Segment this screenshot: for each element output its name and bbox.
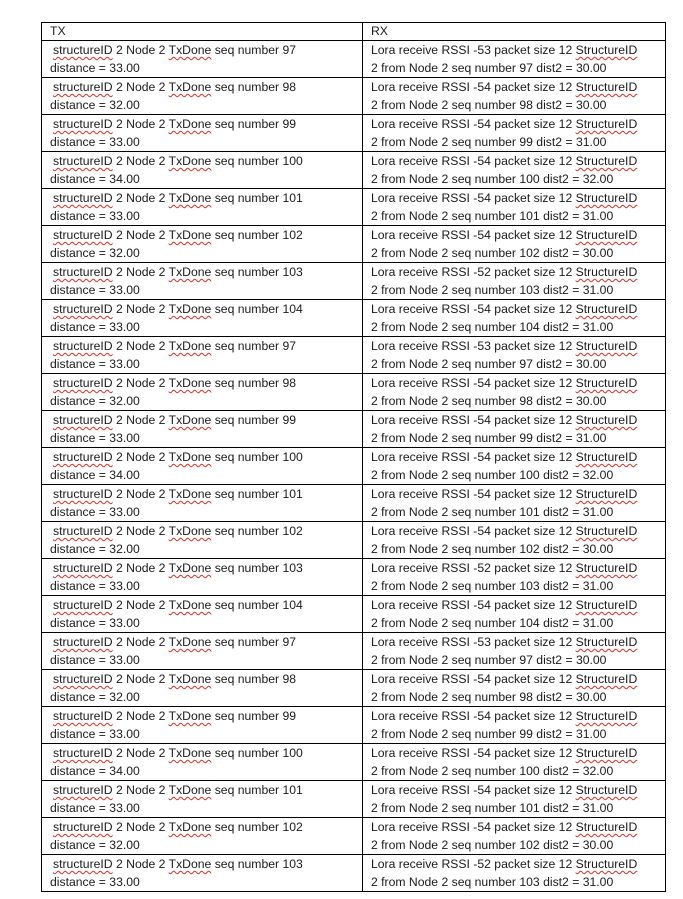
tx-line-2: distance = 33.00 (50, 505, 140, 519)
table-row (42, 855, 666, 892)
rx-seq-number: 104 (519, 616, 540, 630)
tx-line-2: distance = 32.00 (50, 98, 140, 112)
rx-rssi: -54 (473, 191, 491, 205)
rx-line-2: 2 from Node 2 seq number 104 dist2 = 31.00 (371, 320, 614, 334)
tx-cell (42, 485, 363, 522)
tx-line-1: structureID 2 Node 2 TxDone seq number 98 (53, 80, 297, 94)
tx-cell (42, 448, 363, 485)
table-row (42, 337, 666, 374)
rx-rssi: -52 (473, 561, 491, 575)
rx-seq-number: 102 (519, 246, 540, 260)
rx-distance: 32.00 (582, 172, 614, 186)
rx-distance: 32.00 (582, 764, 614, 778)
tx-line-2: distance = 32.00 (50, 394, 140, 408)
rx-cell (363, 670, 666, 707)
tx-line-2: distance = 32.00 (50, 838, 140, 852)
rx-cell (363, 374, 666, 411)
rx-rssi: -54 (473, 413, 491, 427)
rx-rssi: -54 (473, 487, 491, 501)
tx-distance: 32.00 (109, 690, 140, 704)
table-row (42, 263, 666, 300)
table-row (42, 707, 666, 744)
rx-distance: 31.00 (582, 283, 614, 297)
tx-distance: 33.00 (109, 431, 140, 445)
tx-seq-number: 103 (282, 561, 303, 575)
rx-seq-number: 97 (519, 653, 533, 667)
rx-seq-number: 98 (519, 690, 533, 704)
rx-column-header: RX (363, 23, 666, 41)
rx-cell (363, 448, 666, 485)
table-row (42, 559, 666, 596)
table-row (42, 670, 666, 707)
rx-seq-number: 101 (519, 505, 540, 519)
rx-line-1: Lora receive RSSI -54 packet size 12 StructureID (371, 450, 638, 464)
rx-cell (363, 485, 666, 522)
tx-line-1: structureID 2 Node 2 TxDone seq number 101 (53, 487, 303, 501)
rx-seq-number: 102 (519, 542, 540, 556)
rx-seq-number: 100 (519, 172, 540, 186)
tx-line-2: distance = 34.00 (50, 764, 140, 778)
table-row (42, 78, 666, 115)
tx-seq-number: 98 (282, 376, 297, 390)
rx-rssi: -54 (473, 746, 491, 760)
rx-line-1: Lora receive RSSI -54 packet size 12 StructureID (371, 524, 638, 538)
table-row (42, 189, 666, 226)
rx-line-1: Lora receive RSSI -52 packet size 12 StructureID (371, 561, 638, 575)
rx-line-2: 2 from Node 2 seq number 101 dist2 = 31.00 (371, 505, 614, 519)
tx-cell (42, 300, 363, 337)
rx-distance: 31.00 (582, 579, 614, 593)
rx-seq-number: 103 (519, 579, 540, 593)
tx-seq-number: 103 (282, 265, 303, 279)
tx-cell (42, 226, 363, 263)
table-row (42, 633, 666, 670)
tx-cell (42, 152, 363, 189)
tx-seq-number: 101 (282, 487, 303, 501)
rx-rssi: -53 (473, 43, 491, 57)
tx-line-2: distance = 33.00 (50, 357, 140, 371)
tx-line-2: distance = 33.00 (50, 61, 140, 75)
table-row (42, 226, 666, 263)
rx-seq-number: 99 (519, 431, 533, 445)
tx-seq-number: 97 (282, 339, 297, 353)
tx-cell (42, 596, 363, 633)
tx-line-2: distance = 33.00 (50, 135, 140, 149)
tx-rx-log-table (41, 22, 666, 892)
table-row (42, 522, 666, 559)
rx-line-2: 2 from Node 2 seq number 100 dist2 = 32.00 (371, 468, 614, 482)
tx-line-2: distance = 33.00 (50, 320, 140, 334)
rx-line-1: Lora receive RSSI -54 packet size 12 StructureID (371, 672, 638, 686)
rx-cell (363, 226, 666, 263)
rx-line-1: Lora receive RSSI -54 packet size 12 StructureID (371, 228, 638, 242)
tx-seq-number: 103 (282, 857, 303, 871)
tx-seq-number: 98 (282, 672, 297, 686)
tx-distance: 33.00 (109, 320, 140, 334)
table-row (42, 115, 666, 152)
rx-cell (363, 300, 666, 337)
rx-line-1: Lora receive RSSI -52 packet size 12 StructureID (371, 857, 638, 871)
tx-line-1: structureID 2 Node 2 TxDone seq number 102 (53, 820, 303, 834)
tx-cell (42, 78, 363, 115)
tx-line-1: structureID 2 Node 2 TxDone seq number 102 (53, 228, 303, 242)
tx-line-2: distance = 32.00 (50, 246, 140, 260)
rx-cell (363, 818, 666, 855)
rx-rssi: -54 (473, 672, 491, 686)
rx-cell (363, 41, 666, 78)
rx-distance: 30.00 (575, 357, 607, 371)
rx-cell (363, 522, 666, 559)
rx-rssi: -54 (473, 376, 491, 390)
tx-cell (42, 633, 363, 670)
rx-rssi: -54 (473, 450, 491, 464)
tx-distance: 33.00 (109, 505, 140, 519)
rx-line-2: 2 from Node 2 seq number 99 dist2 = 31.00 (371, 135, 607, 149)
tx-cell (42, 559, 363, 596)
rx-rssi: -54 (473, 302, 491, 316)
tx-cell (42, 189, 363, 226)
rx-rssi: -54 (473, 598, 491, 612)
tx-line-1: structureID 2 Node 2 TxDone seq number 104 (53, 302, 303, 316)
tx-distance: 33.00 (109, 727, 140, 741)
rx-line-1: Lora receive RSSI -54 packet size 12 StructureID (371, 746, 638, 760)
rx-cell (363, 855, 666, 892)
rx-line-2: 2 from Node 2 seq number 102 dist2 = 30.00 (371, 838, 614, 852)
tx-seq-number: 99 (282, 117, 297, 131)
tx-seq-number: 97 (282, 43, 297, 57)
tx-distance: 32.00 (109, 246, 140, 260)
rx-rssi: -54 (473, 154, 491, 168)
rx-seq-number: 100 (519, 764, 540, 778)
rx-cell (363, 633, 666, 670)
rx-line-1: Lora receive RSSI -54 packet size 12 StructureID (371, 820, 638, 834)
tx-seq-number: 97 (282, 635, 297, 649)
rx-line-1: Lora receive RSSI -53 packet size 12 StructureID (371, 635, 638, 649)
rx-line-1: Lora receive RSSI -54 packet size 12 StructureID (371, 302, 638, 316)
rx-distance: 30.00 (575, 61, 607, 75)
table-row (42, 411, 666, 448)
rx-line-2: 2 from Node 2 seq number 97 dist2 = 30.00 (371, 357, 607, 371)
tx-distance: 33.00 (109, 616, 140, 630)
rx-cell (363, 115, 666, 152)
tx-cell (42, 263, 363, 300)
tx-cell (42, 374, 363, 411)
tx-seq-number: 104 (282, 598, 303, 612)
rx-rssi: -54 (473, 524, 491, 538)
rx-rssi: -52 (473, 265, 491, 279)
rx-seq-number: 97 (519, 357, 533, 371)
rx-line-1: Lora receive RSSI -54 packet size 12 StructureID (371, 709, 638, 723)
rx-line-2: 2 from Node 2 seq number 103 dist2 = 31.00 (371, 579, 614, 593)
tx-distance: 34.00 (109, 764, 140, 778)
tx-cell (42, 707, 363, 744)
tx-line-1: structureID 2 Node 2 TxDone seq number 98 (53, 672, 297, 686)
tx-line-1: structureID 2 Node 2 TxDone seq number 101 (53, 783, 303, 797)
tx-seq-number: 100 (282, 450, 303, 464)
rx-cell (363, 559, 666, 596)
rx-distance: 31.00 (575, 135, 607, 149)
tx-seq-number: 102 (282, 820, 303, 834)
tx-line-1: structureID 2 Node 2 TxDone seq number 100 (53, 154, 303, 168)
table-row (42, 41, 666, 78)
rx-seq-number: 97 (519, 61, 533, 75)
rx-line-2: 2 from Node 2 seq number 101 dist2 = 31.00 (371, 209, 614, 223)
tx-line-2: distance = 33.00 (50, 579, 140, 593)
tx-line-2: distance = 32.00 (50, 542, 140, 556)
tx-distance: 33.00 (109, 283, 140, 297)
table-body (42, 23, 666, 892)
rx-distance: 30.00 (582, 838, 614, 852)
tx-distance: 33.00 (109, 579, 140, 593)
rx-line-2: 2 from Node 2 seq number 98 dist2 = 30.00 (371, 394, 607, 408)
rx-seq-number: 99 (519, 135, 533, 149)
tx-line-2: distance = 33.00 (50, 209, 140, 223)
rx-distance: 31.00 (575, 431, 607, 445)
tx-line-2: distance = 33.00 (50, 616, 140, 630)
tx-cell (42, 744, 363, 781)
rx-distance: 30.00 (575, 98, 607, 112)
tx-distance: 33.00 (109, 801, 140, 815)
tx-line-2: distance = 33.00 (50, 801, 140, 815)
tx-line-1: structureID 2 Node 2 TxDone seq number 103 (53, 561, 303, 575)
tx-line-2: distance = 33.00 (50, 875, 140, 889)
header-row (42, 23, 666, 41)
rx-line-2: 2 from Node 2 seq number 100 dist2 = 32.00 (371, 764, 614, 778)
tx-distance: 34.00 (109, 172, 140, 186)
rx-line-1: Lora receive RSSI -54 packet size 12 StructureID (371, 598, 638, 612)
tx-distance: 33.00 (109, 653, 140, 667)
rx-rssi: -54 (473, 783, 491, 797)
rx-rssi: -54 (473, 820, 491, 834)
rx-line-1: Lora receive RSSI -53 packet size 12 StructureID (371, 43, 638, 57)
tx-seq-number: 101 (282, 191, 303, 205)
rx-seq-number: 103 (519, 875, 540, 889)
tx-distance: 33.00 (109, 357, 140, 371)
rx-line-2: 2 from Node 2 seq number 103 dist2 = 31.00 (371, 875, 614, 889)
tx-cell (42, 337, 363, 374)
tx-distance: 33.00 (109, 135, 140, 149)
rx-line-2: 2 from Node 2 seq number 100 dist2 = 32.00 (371, 172, 614, 186)
rx-seq-number: 102 (519, 838, 540, 852)
tx-line-2: distance = 34.00 (50, 468, 140, 482)
tx-line-1: structureID 2 Node 2 TxDone seq number 100 (53, 450, 303, 464)
rx-line-2: 2 from Node 2 seq number 99 dist2 = 31.00 (371, 431, 607, 445)
rx-cell (363, 781, 666, 818)
rx-distance: 31.00 (582, 320, 614, 334)
table-row (42, 744, 666, 781)
rx-line-2: 2 from Node 2 seq number 103 dist2 = 31.00 (371, 283, 614, 297)
rx-distance: 30.00 (582, 542, 614, 556)
table-row (42, 781, 666, 818)
rx-line-1: Lora receive RSSI -54 packet size 12 StructureID (371, 783, 638, 797)
table-row (42, 374, 666, 411)
rx-line-1: Lora receive RSSI -53 packet size 12 StructureID (371, 339, 638, 353)
rx-distance: 31.00 (582, 209, 614, 223)
rx-line-1: Lora receive RSSI -54 packet size 12 StructureID (371, 487, 638, 501)
tx-line-1: structureID 2 Node 2 TxDone seq number 99 (53, 709, 297, 723)
rx-rssi: -52 (473, 857, 491, 871)
tx-seq-number: 99 (282, 709, 297, 723)
rx-line-2: 2 from Node 2 seq number 101 dist2 = 31.00 (371, 801, 614, 815)
rx-distance: 30.00 (575, 394, 607, 408)
rx-seq-number: 104 (519, 320, 540, 334)
rx-line-1: Lora receive RSSI -54 packet size 12 StructureID (371, 117, 638, 131)
rx-line-1: Lora receive RSSI -54 packet size 12 StructureID (371, 154, 638, 168)
tx-line-1: structureID 2 Node 2 TxDone seq number 97 (53, 635, 297, 649)
rx-rssi: -54 (473, 117, 491, 131)
rx-distance: 31.00 (582, 616, 614, 630)
rx-seq-number: 100 (519, 468, 540, 482)
rx-distance: 31.00 (582, 505, 614, 519)
tx-seq-number: 98 (282, 80, 297, 94)
tx-line-1: structureID 2 Node 2 TxDone seq number 98 (53, 376, 297, 390)
table-row (42, 300, 666, 337)
rx-line-2: 2 from Node 2 seq number 102 dist2 = 30.00 (371, 246, 614, 260)
rx-distance: 31.00 (582, 875, 614, 889)
tx-distance: 33.00 (109, 875, 140, 889)
tx-column-header: TX (42, 23, 363, 41)
tx-distance: 32.00 (109, 542, 140, 556)
rx-rssi: -54 (473, 228, 491, 242)
tx-line-1: structureID 2 Node 2 TxDone seq number 102 (53, 524, 303, 538)
rx-cell (363, 78, 666, 115)
rx-line-2: 2 from Node 2 seq number 98 dist2 = 30.00 (371, 98, 607, 112)
rx-seq-number: 98 (519, 98, 533, 112)
rx-line-2: 2 from Node 2 seq number 102 dist2 = 30.00 (371, 542, 614, 556)
rx-cell (363, 707, 666, 744)
rx-cell (363, 152, 666, 189)
tx-seq-number: 99 (282, 413, 297, 427)
rx-rssi: -54 (473, 709, 491, 723)
rx-seq-number: 103 (519, 283, 540, 297)
tx-distance: 34.00 (109, 468, 140, 482)
rx-distance: 31.00 (575, 727, 607, 741)
table-row (42, 448, 666, 485)
tx-line-2: distance = 33.00 (50, 283, 140, 297)
rx-seq-number: 99 (519, 727, 533, 741)
tx-cell (42, 781, 363, 818)
tx-seq-number: 101 (282, 783, 303, 797)
tx-seq-number: 102 (282, 228, 303, 242)
tx-line-2: distance = 32.00 (50, 690, 140, 704)
tx-line-1: structureID 2 Node 2 TxDone seq number 97 (53, 339, 297, 353)
table-row (42, 152, 666, 189)
rx-line-2: 2 from Node 2 seq number 97 dist2 = 30.00 (371, 653, 607, 667)
rx-rssi: -54 (473, 80, 491, 94)
tx-distance: 33.00 (109, 61, 140, 75)
tx-seq-number: 100 (282, 154, 303, 168)
tx-line-1: structureID 2 Node 2 TxDone seq number 99 (53, 413, 297, 427)
tx-line-2: distance = 33.00 (50, 727, 140, 741)
tx-distance: 32.00 (109, 394, 140, 408)
tx-cell (42, 855, 363, 892)
tx-line-1: structureID 2 Node 2 TxDone seq number 99 (53, 117, 297, 131)
rx-distance: 31.00 (582, 801, 614, 815)
table-row (42, 485, 666, 522)
tx-seq-number: 102 (282, 524, 303, 538)
tx-distance: 32.00 (109, 838, 140, 852)
rx-line-2: 2 from Node 2 seq number 98 dist2 = 30.00 (371, 690, 607, 704)
rx-rssi: -53 (473, 339, 491, 353)
tx-line-1: structureID 2 Node 2 TxDone seq number 103 (53, 857, 303, 871)
rx-cell (363, 596, 666, 633)
rx-distance: 32.00 (582, 468, 614, 482)
tx-seq-number: 104 (282, 302, 303, 316)
rx-line-1: Lora receive RSSI -52 packet size 12 StructureID (371, 265, 638, 279)
rx-cell (363, 337, 666, 374)
tx-cell (42, 411, 363, 448)
rx-seq-number: 98 (519, 394, 533, 408)
tx-cell (42, 818, 363, 855)
rx-seq-number: 101 (519, 209, 540, 223)
tx-cell (42, 115, 363, 152)
tx-line-1: structureID 2 Node 2 TxDone seq number 104 (53, 598, 303, 612)
rx-line-1: Lora receive RSSI -54 packet size 12 StructureID (371, 376, 638, 390)
table-row (42, 596, 666, 633)
table-row (42, 818, 666, 855)
tx-line-2: distance = 33.00 (50, 653, 140, 667)
tx-line-1: structureID 2 Node 2 TxDone seq number 100 (53, 746, 303, 760)
tx-line-1: structureID 2 Node 2 TxDone seq number 101 (53, 191, 303, 205)
rx-line-1: Lora receive RSSI -54 packet size 12 StructureID (371, 80, 638, 94)
rx-line-1: Lora receive RSSI -54 packet size 12 StructureID (371, 191, 638, 205)
rx-line-2: 2 from Node 2 seq number 99 dist2 = 31.00 (371, 727, 607, 741)
tx-distance: 32.00 (109, 98, 140, 112)
rx-distance: 30.00 (582, 246, 614, 260)
tx-cell (42, 41, 363, 78)
tx-line-2: distance = 33.00 (50, 431, 140, 445)
rx-distance: 30.00 (575, 653, 607, 667)
rx-distance: 30.00 (575, 690, 607, 704)
rx-line-2: 2 from Node 2 seq number 104 dist2 = 31.00 (371, 616, 614, 630)
rx-seq-number: 101 (519, 801, 540, 815)
tx-distance: 33.00 (109, 209, 140, 223)
tx-cell (42, 522, 363, 559)
rx-cell (363, 263, 666, 300)
tx-cell (42, 670, 363, 707)
tx-seq-number: 100 (282, 746, 303, 760)
rx-cell (363, 189, 666, 226)
rx-rssi: -53 (473, 635, 491, 649)
rx-line-2: 2 from Node 2 seq number 97 dist2 = 30.00 (371, 61, 607, 75)
rx-cell (363, 411, 666, 448)
rx-cell (363, 744, 666, 781)
tx-line-1: structureID 2 Node 2 TxDone seq number 103 (53, 265, 303, 279)
tx-line-1: structureID 2 Node 2 TxDone seq number 97 (53, 43, 297, 57)
tx-line-2: distance = 34.00 (50, 172, 140, 186)
rx-line-1: Lora receive RSSI -54 packet size 12 StructureID (371, 413, 638, 427)
